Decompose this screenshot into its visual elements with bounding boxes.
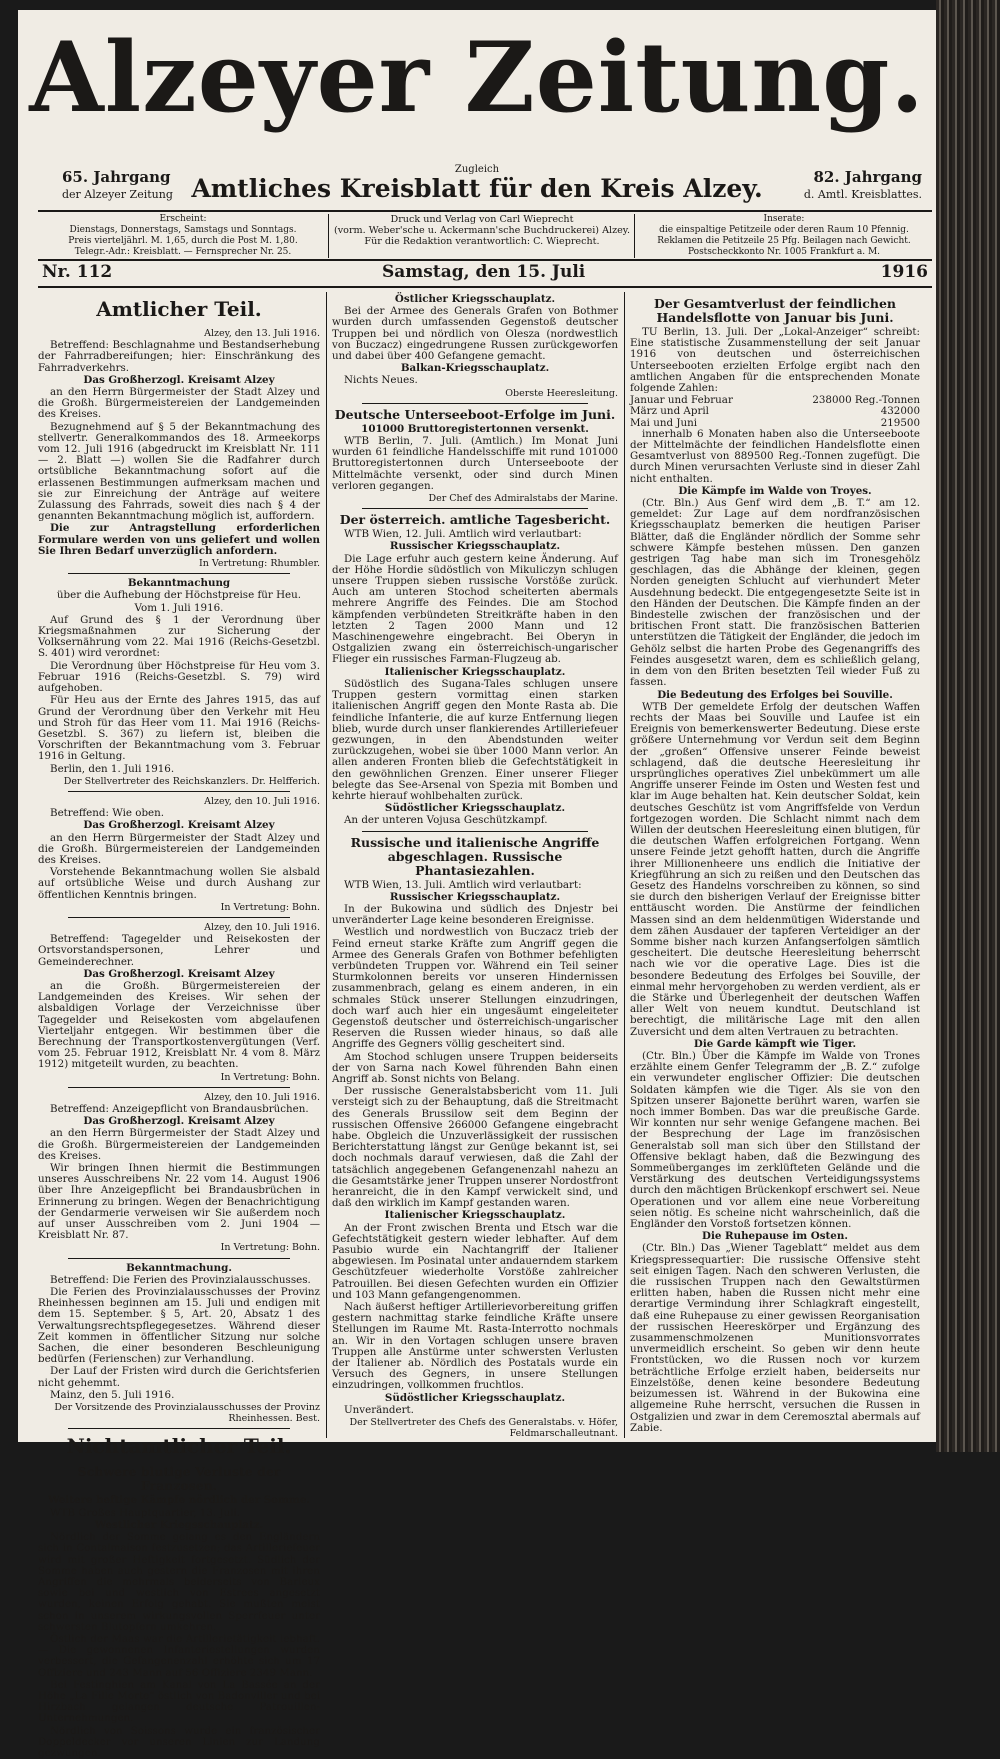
a1-text: Bezugnehmend auf § 5 der Bekanntmachung des stellvertr. Generalkommandos des 18. Armeekorps vom 12. Juli 1916 (abgedruckt im Kreisblatt Nr. 111 — 2. Blatt —) wollen Sie die Radfahrer durch ortsübliche Bekanntmachung sofort auf die erlassenen Bestimmungen aufmerksam machen und sie zur Einreichung der Anträge auf weitere Zulassung des Fahrrads, soweit dies nach § 4 der genannten Bekanntmachung möglich ist, auffordern. xyxy=(38,420,320,523)
n1-text: Nördlich der Somme gelang es den Engländern sich in Contalmaison festzusetzen; das Artilleriefeuer wird mit großer Heftigkeit fortgesetzt. Südlich der Somme haben auch gestern die Franzosen mit ihren Angriffen die mehrmals beiderseits von Barleux sowie bei und westlich von Estrees angesetzt wurden, keinen Erfolg gehabt. Sie mußten meist schon in unserem wirkungsvollen Sperrfeuer unter schwersten Blutopfern umkehren. xyxy=(38,1531,320,1633)
a3-signature: In Vertretung: Bohn. xyxy=(220,901,320,913)
column-2 xyxy=(332,293,618,1440)
h1-signature: Der Chef des Admiralstabs der Marine. xyxy=(428,493,618,505)
a5-text: Wir bringen Ihnen hiermit die Bestimmungen unseres Ausschreibens Nr. 22 vom 14. August 1906 über Ihre Anzeigepflicht bei Brandausbrüchen in Erinnerung zu bringen. Wegen der Benachrichtigung der Gendarmerie verweisen wir Sie außerdem noch auf unser Ausschreiben vom 2. Juni 1904 — Kreisblatt Nr. 87. xyxy=(38,1162,320,1242)
right-jahrgang xyxy=(804,168,922,204)
column-1 xyxy=(38,294,320,1759)
s7-text: An der Front zwischen Brenta und Etsch war die Gefechtstätigkeit gestern wieder lebhafter. Auf dem Pasubio wurde ein Nachtangriff der Italiener abgewiesen. Im Posinatal unter andauerndem starkem Geschützfeuer wiederholte Vorstöße zahlreicher Patrouillen. Bei diesen Gefechten wurden ein Offizier und 103 Mann gefangengenommen. xyxy=(332,1221,618,1301)
book-spine xyxy=(936,0,1000,1452)
c3-h3-text: WTB Der gemeldete Erfolg der deutschen Waffen rechts der Maas bei Souville und Laufee ist ein Ereignis von bemerkenswerter Bedeutung. Diese erste größere Unternehmung vor Verdun seit dem Beginn der „großen“ Offensive unserer Feinde beweist schlagend, daß die deutsche Heeresleitung ihr ursprüngliches operatives Ziel unbekümmert um alle Angriffe unserer Feinde im Osten und Westen fest und klar im Auge behalten hat. Kein deutscher Soldat, kein deutsches Geschütz ist vom Angriffsfelde von Verdun fortgezogen worden. Die Schlacht nimmt nach dem Willen der deutschen Heeresleitung einen blutigen, für die deutschen Waffen erfolgreichen Fortgang. Wenn unsere Feinde jetzt gehofft hatten, durch die Angriffe ihrer Millionenheere uns endlich die Initiative der Kriegführung an sich zu reißen und den Deutschen das Gesetz des Handelns vorschreiben zu können, so sind sie durch den bisherigen Verlauf der Ereignisse bitter enttäuscht worden. Die Anstürme der feindlichen Massen sind an dem heldenmütigen Widerstande und dem zähen Ausdauer der tapferen Verteidiger an der Somme bisher nach kurzen Anfangserfolgen sämtlich gescheitert. Die deutsche Heeresleitung beherrscht nach wie vor die operative Lage. Dies ist die besondere Bedeutung des Erfolges bei Souville, der einmal mehr hervorgehoben zu werden verdient, als er die Stärke und Überlegenheit der deutschen Waffen aller Welt von neuem kundtut. Deutschland ist berechtigt, die militärische Lage mit den allen Zuversicht und dem alten Vertrauen zu betrachten. xyxy=(630,700,920,1038)
issue-year: 1916 xyxy=(880,262,928,282)
divider xyxy=(68,1428,290,1429)
s3-heading: Russischer Kriegsschauplatz. xyxy=(389,540,561,553)
zugleich-label: Zugleich xyxy=(454,164,500,175)
nichtamtlicher-teil-heading: Nichtamtlicher Teil. xyxy=(66,1434,292,1459)
a2-place: Berlin, den 1. Juli 1916. xyxy=(50,762,175,775)
a2-text: Auf Grund des § 1 der Verordnung über Kriegsmaßnahmen zur Sicherung der Volksernährung vom 22. Mai 1916 (Reichs-Gesetzbl. S. 401) wird verordnet: xyxy=(38,613,320,660)
s6-text2: Westlich und nordwestlich von Buczacz trieb der Feind erneut starke Kräfte zum Angriff gegen die Armee des Generals Grafen von Bothmer befehligten verbündeten Truppen vor. Während ein Teil seiner Sturmkolonnen bereits vor unseren Hindernissen zusammenbrach, gelang es einem anderen, in ein schmales Stück unserer Stellungen einzudringen, doch warf auch hier ein ungesäumt eingeleiteter Gegenstoß deutscher und österreichisch-ungarischer Reserven die Russen wieder hinaus, so daß alle Angriffe des Gegners völlig gescheitert sind. xyxy=(332,926,618,1051)
s4-text: Südöstlich des Sugana-Tales schlugen unsere Truppen gestern vormittag einen starken italienischen Angriff gegen den Monte Rasta ab. Die feindliche Infanterie, die auf kurze Entfernung liegen blieb, wurde durch unser flankierendes Artilleriefeuer gezwungen, in den Abendstunden weiter zurückzugehen, wobei sie über 1000 Mann verlor. An allen anderen Fronten blieb die Gefechtstätigkeit in den gewöhnlichen Grenzen. Einer unserer Flieger belegte das See-Arsenal von Spezia mit Bomben und kehrte hierauf wohlbehalten zurück. xyxy=(332,677,618,802)
a6-place: Mainz, den 5. Juli 1916. xyxy=(50,1388,175,1401)
n1-text4: Nördlich von Soissons wurde ein französischer Doppeldecker vor unseren Linien zur Landung gezwungen. xyxy=(38,1724,320,1759)
a6-betreff: Betreffend: Die Ferien des Provinzialausschusses. xyxy=(50,1273,311,1286)
tonnage-label-3: Mai und Juni xyxy=(630,416,698,429)
a2-date: Vom 1. Juli 1916. xyxy=(134,601,224,614)
info-verlag: Druck und Verlag von Carl Wieprecht (vorm. Weber'sche u. Ackermann'sche Buchdruckerei) Alzey. Für die Redaktion verantwortlich: C. Wieprecht. xyxy=(334,214,630,247)
s1-text: Bei der Armee des Generals Grafen von Bothmer wurden durch umfassenden Gegenstoß deutscher Truppen bei und nördlich von Olesza (nordwestlich von Buczacz) eingedrungene Russen zurückgeworfen und dabei über 400 Gefangene gemacht. xyxy=(332,305,618,363)
a1-date: Alzey, den 13. Juli 1916. xyxy=(204,328,320,339)
a5-sender: Das Großherzogl. Kreisamt Alzey xyxy=(83,1115,275,1128)
issue-number: Nr. 112 xyxy=(42,262,113,282)
s5-heading: Südöstlicher Kriegsschauplatz. xyxy=(384,802,566,815)
n1-text3: Bei Festinghien am Kanal von La Bassée an der Höhe „La Fille Morte“ östlich von Badonviller und bei Hirzbach gelangen deutsche Patrouillen-Unternehmungen. xyxy=(38,1678,320,1725)
a6-text2: Der Lauf der Fristen wird durch die Gerichtsferien nicht gehemmt. xyxy=(38,1365,320,1389)
s6-text: In der Bukowina und südlich des Dnjestr bei unveränderter Lage keine besonderen Ereignisse. xyxy=(332,902,618,927)
s1-heading: Östlicher Kriegsschauplatz. xyxy=(394,293,556,305)
left-jahrgang-sub: der Alzeyer Zeitung xyxy=(62,188,173,201)
a3-date: Alzey, den 10. Juli 1916. xyxy=(204,795,320,807)
column-3 xyxy=(630,294,920,1434)
divider xyxy=(362,831,588,832)
h1-text: WTB Berlin, 7. Juli. (Amtlich.) Im Monat Juni wurden 61 feindliche Handelsschiffe mit rund 101000 Bruttoregistertonnen durch Unterseeboote der Mittelmächte versenkt, oder sind durch Minen verloren gegangen. xyxy=(332,435,618,492)
divider xyxy=(68,1087,290,1088)
c3-h1-text2: innerhalb 6 Monaten haben also die Unterseeboote der Mittelmächte der feindlichen Handelsflotte einen Gesamtverlust von 889500 Reg.-Tonnen zugefügt. Die durch Minen verursachten Verluste sind in dieser Zahl nicht enthalten. xyxy=(630,427,920,485)
issue-date: Samstag, den 15. Juli xyxy=(382,262,586,282)
info-divider-1 xyxy=(328,214,329,258)
c3-h4-text: (Ctr. Bln.) Über die Kämpfe im Walde von Trones erzählte einem Genfer Telegramm der „B. Z.“ zufolge ein verwundeter englischer Offizier: Die deutschen Soldaten kämpfen wie die Tiger. Als sie von den Spitzen unserer Bajonette berührt waren, warfen sie noch immer Bomben. Das war die preußische Garde. Wir konnten nur sehr wenige Gefangene machen. Bei der Besprechung der Lage im französischen Generalstab soll man sich über den Stillstand der Offensive beklagt haben, daß die Bezwingung des Sommeüberganges im zerklüfteten Gelände und die Verstärkung des deutschen Verteidigungssystems durch den mächtigen Brückenkopf erschwert sei. Neue Operationen und vor allem eine neue Vorbereitung seien nötig. Es scheine nicht wahrscheinlich, daß die Engländer den Vorstoß fortsetzen können. xyxy=(630,1050,920,1231)
tonnage-row-2 xyxy=(630,406,920,417)
a2-signature: Der Stellvertreter des Reichskanzlers. Dr. Helfferich. xyxy=(63,775,320,787)
c3-h1-headline: Der Gesamtverlust der feindlichen Handelsflotte von Januar bis Juni. xyxy=(653,296,897,325)
s7-text2: Nach äußerst heftiger Artillerievorbereitung griffen gestern nachmittag starke feindliche Kräfte unsere Stellungen im Raume Mt. Rasta-Interrotto nochmals an. Wir in den Vortagen schlugen unsere braven Truppen alle Anstürme unter schwersten Verlusten der Italiener ab. Nördlich des Postatals wurde ein Versuch des Gegners, in unsere Stellungen einzudringen, vollkommen fruchtlos. xyxy=(332,1301,618,1392)
h1-subheadline: 101000 Bruttoregistertonnen versenkt. xyxy=(361,422,589,435)
n1-wtb: WTB Großes Hauptquartier, 13. Juli. xyxy=(50,1506,241,1519)
a2-title: Bekanntmachung xyxy=(127,577,231,590)
s2-signature: Oberste Heeresleitung. xyxy=(505,387,618,399)
newspaper-page xyxy=(18,10,936,1759)
s2-heading: Balkan-Kriegsschauplatz. xyxy=(400,362,550,375)
a5-signature: In Vertretung: Bohn. xyxy=(220,1242,320,1254)
a3-betreff: Betreffend: Wie oben. xyxy=(50,807,165,820)
s8-text: Unverändert. xyxy=(344,1403,414,1416)
masthead-title: Alzeyer Zeitung. xyxy=(29,21,925,134)
divider xyxy=(362,508,588,509)
tonnage-value-2: 432000 xyxy=(880,405,920,418)
h3-wtb: WTB Wien, 13. Juli. Amtlich wird verlautbart: xyxy=(344,878,582,891)
divider xyxy=(68,1258,290,1259)
a1-recipient: an den Herrn Bürgermeister der Stadt Alzey und die Großh. Bürgermeistereien der Landgemeinden des Kreises. xyxy=(38,386,320,421)
info-erscheint: Erscheint: Dienstags, Donnerstags, Samstags und Sonntags. Preis vierteljährl. M. 1,65, durch die Post M. 1,80. Telegr.-Adr.: Kreisblatt. — Fernsprecher Nr. 25. xyxy=(68,214,298,257)
a4-sender: Das Großherzogl. Kreisamt Alzey xyxy=(83,967,275,980)
s8-heading: Südöstlicher Kriegsschauplatz. xyxy=(384,1391,566,1404)
amtlicher-teil-heading: Amtlicher Teil. xyxy=(96,297,262,321)
a4-date: Alzey, den 10. Juli 1916. xyxy=(204,921,320,933)
n1-subheading: Westlicher Kriegsschauplatz. xyxy=(94,1518,264,1531)
s3-text: Die Lage erfuhr auch gestern keine Änderung. Auf der Höhe Hordie südöstlich von Mikuliczyn schlugen unsere Truppen sieben russische Vorstöße zurück. Auch am unteren Stochod scheiterten abermals mehrere Angriffe des Feindes. Die am Stochod kämpfenden verbündeten Streitkräfte haben in den letzten 2 Tagen 2000 Mann und 12 Maschinengewehre eingebracht. Bei Oberyn in Ostgalizien zwang ein österreichisch-ungarischer Flieger ein russisches Farman-Flugzeug ab. xyxy=(332,552,618,666)
divider xyxy=(362,403,588,404)
tonnage-label-1: Januar und Februar xyxy=(630,394,733,407)
a3-recipient: an den Herrn Bürgermeister der Stadt Alzey und die Großh. Bürgermeistereien der Landgemeinden des Kreises. xyxy=(38,831,320,866)
a2-text3: Für Heu aus der Ernte des Jahres 1915, das auf Grund der Verordnung über den Verkehr mit Heu und Stroh für das Heer vom 11. Mai 1916 (Reichs-Gesetzbl. S. 367) zu liefern ist, bleiben die Vorschriften der Bekanntmachung vom 3. Februar 1916 in Geltung. xyxy=(38,694,320,763)
right-jahrgang-sub: d. Amtl. Kreisblattes. xyxy=(803,188,922,201)
header-rule-bottom xyxy=(38,286,932,288)
a6-text: Die Ferien des Provinzialausschusses der Provinz Rheinhessen beginnen am 15. Juli und endigen mit dem 15. September. § 5, Art. 20, Absatz 1 des Verwaltungsrechtspflegegesetzes. Während dieser Zeit kommen in öffentlicher Sitzung nur solche Sachen, die einer besonderen Beschleunigung bedürfen (Ferienschen) zur Verhandlung. xyxy=(38,1286,320,1366)
divider xyxy=(68,791,290,792)
h3-headline: Russische und italienische Angriffe abgeschlagen. Russische Phantasiezahlen. xyxy=(350,834,600,878)
n1-headline2: Weitere heftige Kämpfe nördlich der Somme. xyxy=(48,1494,310,1507)
a5-recipient: an den Herrn Bürgermeister der Stadt Alzey und die Großh. Bürgermeistereien der Landgemeinden des Kreises. xyxy=(38,1127,320,1162)
c3-h5-text: (Ctr. Bln.) Das „Wiener Tageblatt“ meldet aus dem Kriegspressequartier: Die russische Offensive steht seit einigen Tagen. Nach den schweren Verlusten, die die russischen Truppen nach den Gewaltstürmen erlitten haben, haben die Russen nicht mehr eine derartige Vermindung ihrer Schlagkraft eingestellt, daß eine Ruhepause zu einer gewissen Reorganisation der russischen Heereskörper und Ergänzung des zusammenschmolzenen Munitionsvorrates unvermeidlich erscheint. So geben wir denn heute Frontstücken, wo die Russen noch vor kurzem beträchtliche Erfolge erzielt haben, beiderseits nur Einzelstöße, denen keine besondere Bedeutung beizumessen ist. Während in der Bukowina eine allgemeine Ruhe herrscht, versuchen die Russen in Ostgalizien und zwar in dem Ceremosztal abermals auf Zabie. xyxy=(630,1242,920,1434)
header-rule-top xyxy=(38,210,932,212)
s4-heading: Italienischer Kriegsschauplatz. xyxy=(384,665,566,678)
h2-headline: Der österreich. amtliche Tagesbericht. xyxy=(339,512,611,528)
column-separator-2 xyxy=(624,292,625,1438)
h1-headline: Deutsche Unterseeboot-Erfolge im Juni. xyxy=(334,406,616,422)
c3-h4-heading: Die Garde kämpft wie Tiger. xyxy=(693,1037,857,1050)
a3-text: Vorstehende Bekanntmachung wollen Sie alsbald auf ortsübliche Weise und durch Aushang zur öffentlichen Kenntnis bringen. xyxy=(38,866,320,901)
a6-signature: Der Vorsitzende des Provinzialausschusses der Provinz Rheinhessen. Best. xyxy=(54,1402,320,1425)
a5-date: Alzey, den 10. Juli 1916. xyxy=(204,1091,320,1103)
s6-text3: Am Stochod schlugen unsere Truppen beiderseits der von Sarna nach Kowel führenden Bahn einen Angriff ab. Sonst nichts von Belang. xyxy=(332,1050,618,1085)
a1-betreff: Betreffend: Beschlagnahme und Bestandserhebung der Fahrradbereifungen; hier: Einschränkung des Fahrradverkehrs. xyxy=(38,339,320,374)
s6-heading: Russischer Kriegsschauplatz. xyxy=(389,890,561,903)
a1-sender: Das Großherzogl. Kreisamt Alzey xyxy=(83,373,275,386)
left-jahrgang-text: 65. Jahrgang xyxy=(62,168,171,186)
masthead-subtitle: Amtliches Kreisblatt für den Kreis Alzey. xyxy=(191,174,763,203)
c3-h1-text: TU Berlin, 13. Juli. Der „Lokal-Anzeiger“ schreibt: Eine statistische Zusammenstellung der seit Januar 1916 von deutschen und österreichischen Unterseebooten erzielten Erfolge ergibt nach den amtlichen Angaben für die entsprechenden Monate folgende Zahlen: xyxy=(630,326,920,395)
c3-h3-heading: Die Bedeutung des Erfolges bei Souville. xyxy=(657,688,893,701)
c3-h2-heading: Die Kämpfe im Walde von Troyes. xyxy=(678,484,872,497)
column-separator-1 xyxy=(326,292,327,1438)
header-rule-mid xyxy=(38,259,932,261)
divider xyxy=(68,573,290,574)
s8-signature: Der Stellvertreter des Chefs des Generalstabs. v. Höfer, Feldmarschalleutnant. xyxy=(349,1417,618,1440)
tonnage-value-1: 238000 Reg.-Tonnen xyxy=(812,394,920,407)
s2-text: Nichts Neues. xyxy=(344,374,418,387)
a2-text2: Die Verordnung über Höchstpreise für Heu vom 3. Februar 1916 (Reichs-Gesetzbl. S. 79) wird aufgehoben. xyxy=(38,659,320,695)
a4-betreff: Betreffend: Tagegelder und Reisekosten der Ortsvorstandspersonen, Lehrer und Gemeinderechner. xyxy=(38,933,320,968)
a4-signature: In Vertretung: Bohn. xyxy=(220,1071,320,1083)
info-inserate: Inserate: die einspaltige Petitzeile oder deren Raum 10 Pfennig. Reklamen die Petitzeile 25 Pfg. Beilagen nach Gewicht. Postscheckkonto Nr. 1005 Frankfurt a. M. xyxy=(657,214,911,257)
info-divider-2 xyxy=(634,214,635,258)
a5-betreff: Betreffend: Anzeigepflicht von Brandausbrüchen. xyxy=(50,1103,309,1115)
a2-subtitle: über die Aufhebung der Höchstpreise für Heu. xyxy=(56,589,302,602)
c3-h5-heading: Die Ruhepause im Osten. xyxy=(702,1230,848,1243)
divider xyxy=(68,917,290,918)
c3-h2-text: (Ctr. Bln.) Aus Genf wird dem „B. T.“ am 12. gemeldet: Zur Lage auf dem nordfranzösischen Kriegsschauplatz bemerken die heutigen Pariser Blätter, daß die Engländer nördlich der Somme sehr schwere Kämpfe bestehen müssen. Den ganzen gestrigen Tag habe man sich im Tronesgehölz geschlagen, das die Abhänge der kleinen, gegen Norden geneigten Schlucht auf vierhundert Meter Ausdehnung bedeckt. Die entgegengesetzte Seite ist in den Händen der Deutschen. Die Kämpfe finden an der Bindestelle zwischen der französischen und der britischen Front statt. Die französischen Batterien unterstützen die Tätigkeit der Engländer, die jedoch im Gehölz selbst die harten Probe des Gegenangriffs des Feindes ausgesetzt waren, dem es schließlich gelang, in dem von den Briten besetzten Teil wieder Fuß zu fassen. xyxy=(630,497,920,689)
a1-text2: Die zur Antragstellung erforderlichen Formulare werden von uns geliefert und wollen Sie Ihren Bedarf unverzüglich anfordern. xyxy=(38,522,320,557)
s5-text: An der unteren Vojusa Geschützkampf. xyxy=(344,814,548,827)
n1-text2: Östlich der Maas war die Artillerietätigkeit lebhaft. — Die gewonnenen Infanteriestellungen wurden verbessert, die Gefangenenzahl erhöhte sich um 17 Offiziere und 243 Mann auf 56 Offiziere 2349 Mann. xyxy=(38,1632,320,1679)
a3-sender: Das Großherzogl. Kreisamt Alzey xyxy=(83,819,275,832)
tonnage-label-2: März und April xyxy=(630,405,709,418)
a1-signature: In Vertretung: Rhumbler. xyxy=(198,558,320,570)
a4-text: an die Großh. Bürgermeistereien der Landgemeinden des Kreises. Wir sehen der alsbaldigen Vorlage der Verzeichnisse über Tagegelder und Reisekosten vom abgelaufenen Vierteljahr entgegen. Wir bestimmen über die Berechnung der Transportkostenvergütungen (Verf. vom 25. Februar 1912, Kreisblatt Nr. 4 vom 8. März 1912) mitgeteilt wurden, zu beachten. xyxy=(38,979,320,1071)
h2-wtb: WTB Wien, 12. Juli. Amtlich wird verlautbart: xyxy=(344,528,582,541)
s6-text4: Der russische Generalstabsbericht vom 11. Juli versteigt sich zu der Behauptung, daß die Streitmacht des Generals Brussilow seit dem Beginn der russischen Offensive 266000 Gefangene eingebracht habe. Obgleich die Unzuverlässigkeit der russischen Berichterstattung längst zur Genüge bekannt ist, sei doch nochmals darauf verwiesen, daß die Zahl der tatsächlich angegebenen Gefangenenzahl nahezu an die Gesamtstärke jener Truppen unserer Nordostfront heranreicht, die in den Kampf verwickelt sind, und daß den wirklich im Kampf gestanden waren. xyxy=(332,1085,618,1210)
a6-title: Bekanntmachung. xyxy=(126,1261,232,1274)
s7-heading: Italienischer Kriegsschauplatz. xyxy=(384,1209,566,1222)
n1-headline: Schwere blutige Verluste der Franzosen. xyxy=(77,1464,281,1494)
tonnage-value-3: 219500 xyxy=(880,416,920,429)
right-jahrgang-text: 82. Jahrgang xyxy=(813,168,922,186)
